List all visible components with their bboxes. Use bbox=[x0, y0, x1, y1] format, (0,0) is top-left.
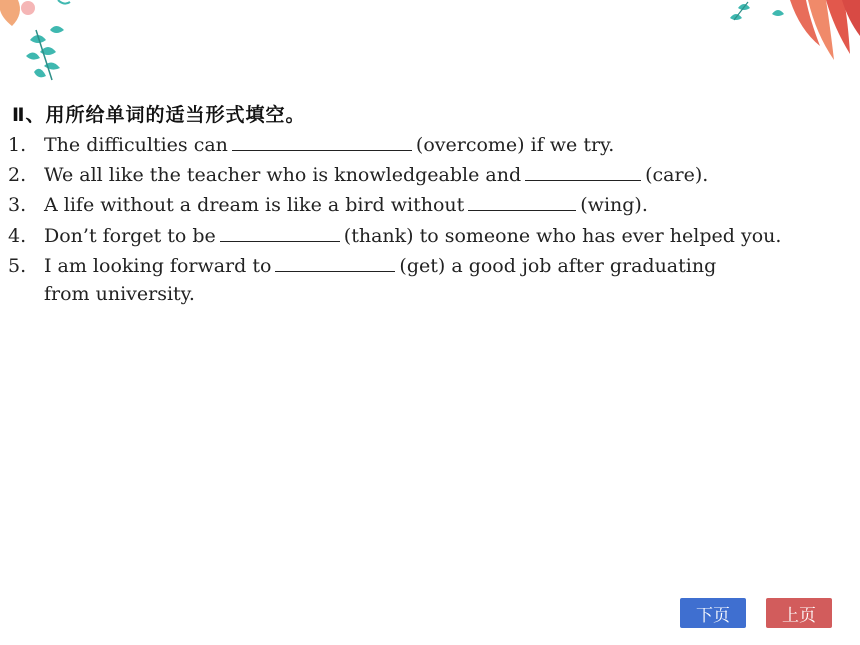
next-page-button[interactable]: 下页 bbox=[680, 598, 746, 628]
question-text-before: Don’t forget to be bbox=[44, 225, 216, 247]
question-text-before: A life without a dream is like a bird without bbox=[44, 194, 465, 216]
answer-blank[interactable] bbox=[468, 188, 576, 211]
exercise-heading: Ⅱ、用所给单词的适当形式填空。 bbox=[12, 104, 306, 126]
floral-decoration-top-right bbox=[730, 0, 860, 70]
question-3 bbox=[8, 188, 648, 220]
floral-decoration-top-left bbox=[0, 0, 80, 90]
answer-blank[interactable] bbox=[220, 219, 340, 242]
question-text-after: (wing). bbox=[580, 194, 648, 216]
question-text-after: (get) a good job after graduating bbox=[399, 255, 717, 277]
question-number: 1. bbox=[8, 134, 27, 156]
answer-blank[interactable] bbox=[275, 249, 395, 272]
question-text-before: The difficulties can bbox=[44, 134, 228, 156]
question-4 bbox=[8, 219, 781, 251]
question-2 bbox=[8, 158, 708, 190]
question-number: 4. bbox=[8, 225, 27, 247]
previous-page-button[interactable]: 上页 bbox=[766, 598, 832, 628]
question-1 bbox=[8, 128, 614, 160]
question-text-after: (thank) to someone who has ever helped you. bbox=[343, 225, 782, 247]
question-number: 5. bbox=[8, 255, 27, 277]
question-number: 3. bbox=[8, 194, 27, 216]
question-text-before: I am looking forward to bbox=[44, 255, 272, 277]
question-text-after: (overcome) if we try. bbox=[415, 134, 615, 156]
answer-blank[interactable] bbox=[525, 158, 641, 181]
answer-blank[interactable] bbox=[232, 128, 412, 151]
question-5 bbox=[8, 249, 716, 281]
question-number: 2. bbox=[8, 164, 27, 186]
question-5-continuation: from university. bbox=[44, 283, 195, 305]
question-text-before: We all like the teacher who is knowledgeable and bbox=[44, 164, 522, 186]
question-text-after: (care). bbox=[645, 164, 709, 186]
